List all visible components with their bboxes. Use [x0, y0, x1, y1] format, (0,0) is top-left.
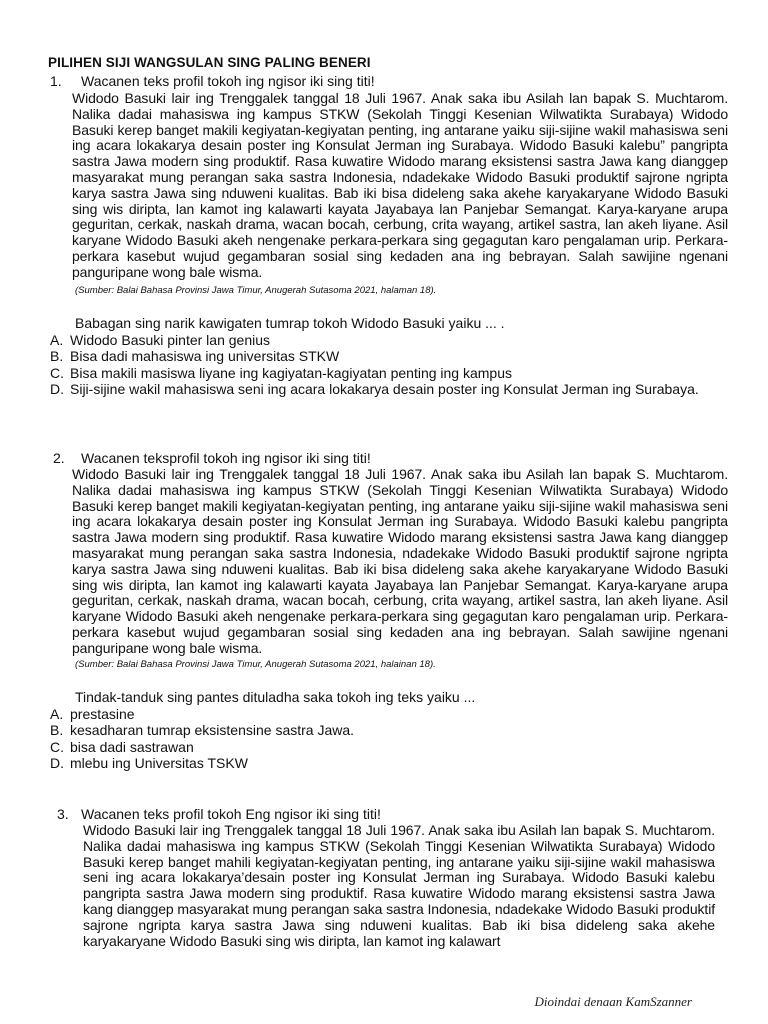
question-2: [48, 450, 728, 772]
option-text: Bisa makili masiswa liyane ing kagiyatan-kagiyatan penting ing kampus: [70, 364, 513, 381]
answer-option-c[interactable]: [48, 739, 728, 756]
question-prompt: Wacanen teks profil tokoh ing ngisor iki sing titi!: [81, 73, 375, 89]
option-text: mlebu ing Universitas TSKW: [70, 755, 248, 772]
profile-passage: Widodo Basuki lair ing Trenggalek tanggal 18 Juli 1967. Anak saka ibu Asilah lan bapak S. Muchtarom. Nalika dadai mahasiswa ing kampus STKW (Sekolah Tinggi Kesenian Wilwatikta Surabaya) Widodo Basuki kerep banget makili kegiyatan-kegiyatan penting, ing antarane yaiku siji-sijine wakil mahasiswa seni ing acara lokakarya desain poster ing Konsulat Jerman ing Surabaya. Widodo Basuki kalebu pangripta sastra Jawa modern sing produktif. Rasa kuwatire Widodo marang eksistensi sastra Jawa kang dianggep masyarakat mung perangan saka sastra Indonesia, ndadekake Widodo Basuki produktif sajrone ngripta karya sastra Jawa sing nduweni kualitas. Bab iki bisa dideleng saka akehe karyakaryane Widodo Basuki sing wis diripta, lan kamot ing kalawarti kayata Jayabaya lan Panjebar Semangat. Karya-karyane arupa geguritan, cerkak, naskah drama, wacan bocah, cerbung, crita wayang, artikel sastra, lan akeh liyane. Asil karyane Widodo Basuki akeh nengenake perkara-perkara sing gegagutan karo pengalaman urip. Perkara-perkara kasebut wujud gegambaran sosial sing kedaden ana ing bebrayan. Salah sawijine ngenani panguripane wong bale wisma.: [72, 466, 728, 656]
question-2-header: [48, 450, 728, 466]
option-text: kesadharan tumrap eksistensine sastra Jawa.: [70, 722, 355, 739]
question-3: [48, 806, 728, 949]
answer-option-c[interactable]: [48, 365, 728, 382]
option-letter: D.: [50, 755, 64, 772]
question-1: [48, 73, 728, 398]
option-text: Widodo Basuki pinter lan genius: [70, 331, 271, 348]
profile-passage: Widodo Basuki lair ing Trenggalek tanggal 18 Juli 1967. Anak saka ibu Asilah lan bapak S. Muchtarom. Nalika dadai mahasiswa ing kampus STKW (Sekolah Tinggi Kesenian Wilwatikta Surabaya) Widodo Basuki kerep banget mahili kegiyatan-kegiyatan penting, ing antarane yaiku siji-sijine wakil mahasiswa seni ing acara lokakarya’desain poster ing Konsulat Jerman ing Surabaya. Widodo Basuki kalebu pangripta sastra Jawa modern sing produktif. Rasa kuwatire Widodo marang eksistensi sastra Jawa kang dianggep masyarakat mung perangan saka sastra Indonesia, ndadekake Widodo Basuki produktif sajrone ngripta karya sastra Jawa sing nduweni kualitas. Bab iki bisa dideleng saka akehe karyakaryane Widodo Basuki sing wis diripta, lan kamot ing kalawart: [83, 822, 715, 949]
option-text: Bisa dadi mahasiswa ing universitas STKW: [70, 348, 340, 365]
option-letter: B.: [50, 722, 64, 739]
question-number: 1.: [50, 73, 62, 89]
question-prompt: Wacanen teksprofil tokoh ing ngisor iki sing titi!: [81, 450, 371, 466]
answer-option-a[interactable]: [48, 332, 728, 349]
answer-option-d[interactable]: [48, 755, 728, 772]
answer-option-a[interactable]: [48, 706, 728, 723]
question-text: Tindak-tanduk sing pantes dituladha saka tokoh ing teks yaiku ...: [75, 688, 476, 705]
profile-passage: Widodo Basuki lair ing Trenggalek tanggal 18 Juli 1967. Anak saka ibu Asilah lan bapak S. Muchtarom. Nalika dadai mahasiswa ing kampus STKW (Sekolah Tinggi Kesenian Wilwatikta Surabaya) Widodo Basuki kerep banget makili kegiyatan-kegiyatan penting, ing antarane yaiku siji-sijine wakil mahasiswa seni ing acara lokakarya desain poster ing Konsulat Jerman ing Surabaya. Widodo Basuki kalebu” pangripta sastra Jawa modern sing produktif. Rasa kuwatire Widodo marang eksistensi sastra Jawa kang dianggep masyarakat mung perangan saka sastra Indonesia, ndadekake Widodo Basuki produktif sajrone ngripta karya sastra Jawa sing nduweni kualitas. Bab iki bisa dideleng saka akehe karyakaryane Widodo Basuki sing wis diripta, lan kamot ing kalawarti kayata Jayabaya lan Panjebar Semangat. Karya-karyane arupa geguritan, cerkak, naskah drama, wacan bocah, cerbung, crita wayang, artikel sastra, lan akeh liyane. Asil karyane Widodo Basuki akeh nengenake perkara-perkara sing gegagutan karo pengalaman urip. Perkara-perkara kasebut wujud gegambaran sosial sing kedaden ana ing bebrayan. Salah sawijine ngenani panguripane wong bale wisma.: [72, 90, 728, 280]
question-3-header: [48, 806, 728, 822]
instructions-heading: PILIHEN SIJI WANGSULAN SING PALING BENERI: [48, 55, 371, 70]
option-letter: D.: [50, 381, 64, 398]
question-prompt: Wacanen teks profil tokoh Eng ngisor iki sing titi!: [81, 806, 381, 822]
question-number: 2.: [53, 450, 65, 466]
question-number: 3.: [57, 806, 69, 822]
answer-option-d[interactable]: [48, 381, 728, 398]
option-letter: A.: [50, 331, 64, 348]
option-letter: C.: [50, 738, 64, 755]
option-letter: A.: [50, 705, 64, 722]
option-letter: C.: [50, 364, 64, 381]
answer-option-b[interactable]: [48, 722, 728, 739]
source-citation: (Sumber: Balai Bahasa Provinsi Jawa Timur, Anugerah Sutasoma 2021, halaman 18).: [75, 284, 437, 296]
question-1-header: [48, 73, 728, 89]
option-text: Siji-sijine wakil mahasiswa seni ing acara lokakarya desain poster ing Konsulat Jerman ing Surabaya.: [70, 381, 699, 398]
option-text: bisa dadi sastrawan: [70, 738, 194, 755]
option-text: prestasine: [70, 705, 135, 722]
source-citation: (Sumber: Balai Bahasa Provinsi Jawa Timur, Anugerah Sutasoma 2021, halainan 18).: [75, 658, 436, 670]
option-letter: B.: [50, 348, 64, 365]
scanner-watermark: Dioindai denaan KamSzanner: [534, 994, 692, 1009]
answer-options: [48, 332, 728, 398]
question-text: Babagan sing narik kawigaten tumrap tokoh Widodo Basuki yaiku ... .: [75, 314, 505, 331]
answer-options: [48, 706, 728, 772]
answer-option-b[interactable]: [48, 348, 728, 365]
